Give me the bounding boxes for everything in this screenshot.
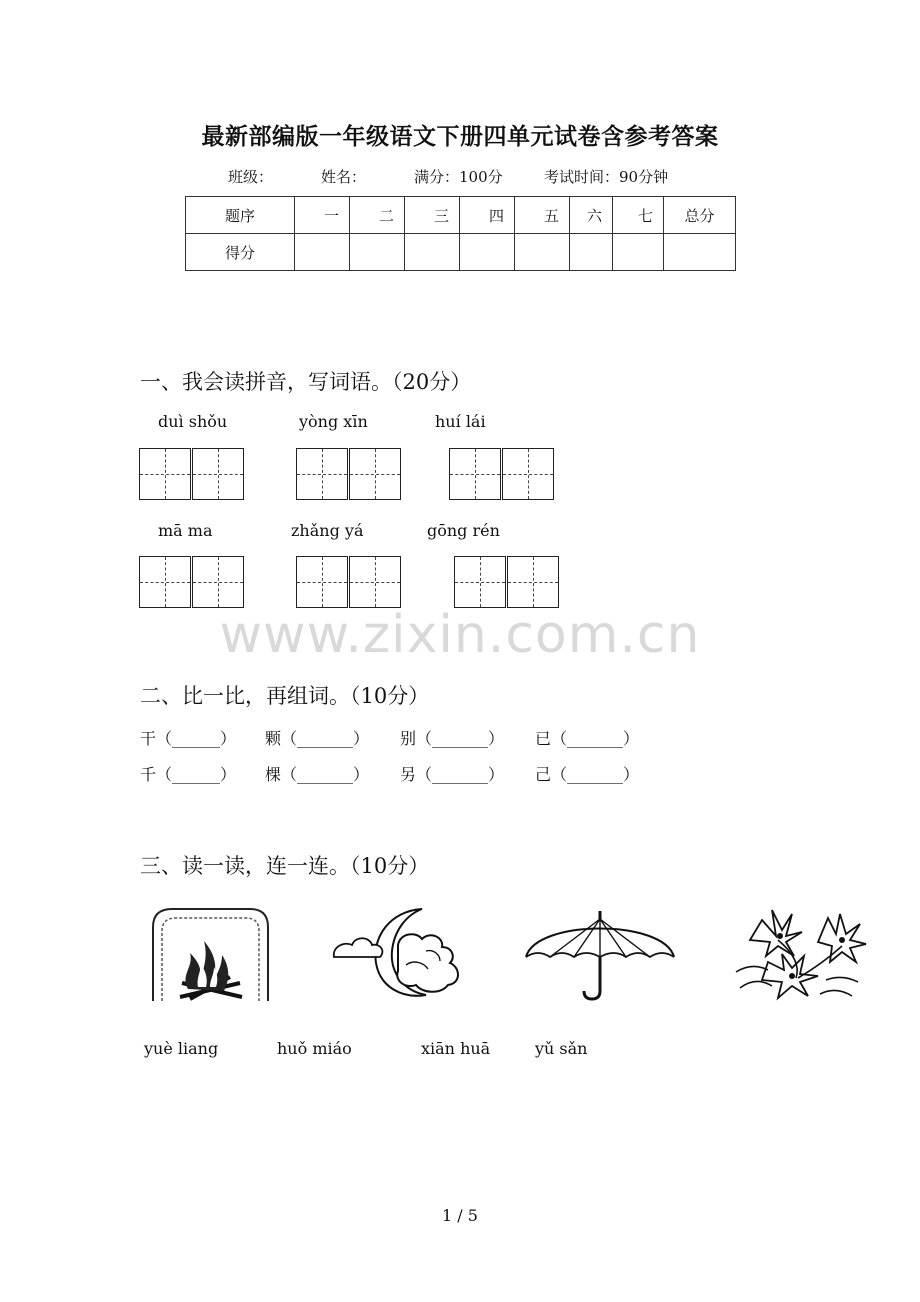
flowers-picture[interactable]: [732, 900, 872, 1002]
table-header-cell: 四: [460, 197, 515, 234]
section1-heading: 一、我会读拼音，写词语。（20分）: [140, 370, 472, 394]
class-label: 班级：: [228, 168, 274, 186]
umbrella-picture[interactable]: [522, 905, 678, 1001]
pinyin-label[interactable]: yǔ sǎn: [535, 1039, 588, 1058]
fire-picture[interactable]: [150, 905, 272, 1003]
page-title: 最新部编版一年级语文下册四单元试卷含参考答案: [201, 123, 719, 150]
pinyin-label: zhǎng yá: [291, 521, 364, 540]
full-score: 满分：100分: [414, 168, 503, 186]
score-cell[interactable]: [664, 234, 736, 271]
score-cell[interactable]: [613, 234, 664, 271]
score-cell[interactable]: [405, 234, 460, 271]
score-cell[interactable]: [350, 234, 405, 271]
compare-item[interactable]: 千（______）: [140, 765, 237, 784]
score-table: [185, 196, 736, 271]
name-label: 姓名：: [321, 168, 367, 186]
score-cell[interactable]: [515, 234, 570, 271]
compare-item[interactable]: 别（_______）: [400, 729, 505, 748]
pinyin-label[interactable]: huǒ miáo: [277, 1039, 352, 1058]
table-header-cell: 五: [515, 197, 570, 234]
table-header-cell: 题序: [186, 197, 295, 234]
pinyin-label: huí lái: [435, 412, 486, 431]
pinyin-label[interactable]: xiān huā: [421, 1039, 491, 1058]
score-cell[interactable]: [570, 234, 613, 271]
pinyin-label: gōng rén: [427, 521, 500, 540]
compare-item[interactable]: 另（_______）: [400, 765, 505, 784]
compare-item[interactable]: 己（_______）: [535, 765, 640, 784]
section3-heading: 三、读一读，连一连。（10分）: [140, 854, 430, 878]
section2-heading: 二、比一比，再组词。（10分）: [140, 684, 430, 708]
compare-item[interactable]: 干（______）: [140, 729, 237, 748]
pinyin-label[interactable]: yuè liang: [144, 1039, 219, 1058]
table-header-cell: 三: [405, 197, 460, 234]
page-number: 1 / 5: [442, 1206, 478, 1225]
compare-item[interactable]: 已（_______）: [535, 729, 640, 748]
moon-picture[interactable]: [330, 905, 472, 1001]
pinyin-label: yòng xīn: [299, 412, 368, 431]
table-header-cell: 六: [570, 197, 613, 234]
score-cell[interactable]: [460, 234, 515, 271]
score-row-label: 得分: [186, 234, 295, 271]
pinyin-label: duì shǒu: [158, 412, 228, 431]
table-header-cell: 二: [350, 197, 405, 234]
table-header-cell: 七: [613, 197, 664, 234]
table-header-cell: 一: [295, 197, 350, 234]
score-cell[interactable]: [295, 234, 350, 271]
score-table-score-row: [186, 234, 736, 271]
table-header-cell: 总分: [664, 197, 736, 234]
compare-item[interactable]: 颗（_______）: [265, 729, 370, 748]
compare-item[interactable]: 棵（_______）: [265, 765, 370, 784]
exam-time: 考试时间：90分钟: [544, 168, 669, 186]
watermark: www.zixin.com.cn: [219, 605, 701, 665]
pinyin-label: mā ma: [158, 521, 213, 540]
score-table-header-row: [186, 197, 736, 234]
